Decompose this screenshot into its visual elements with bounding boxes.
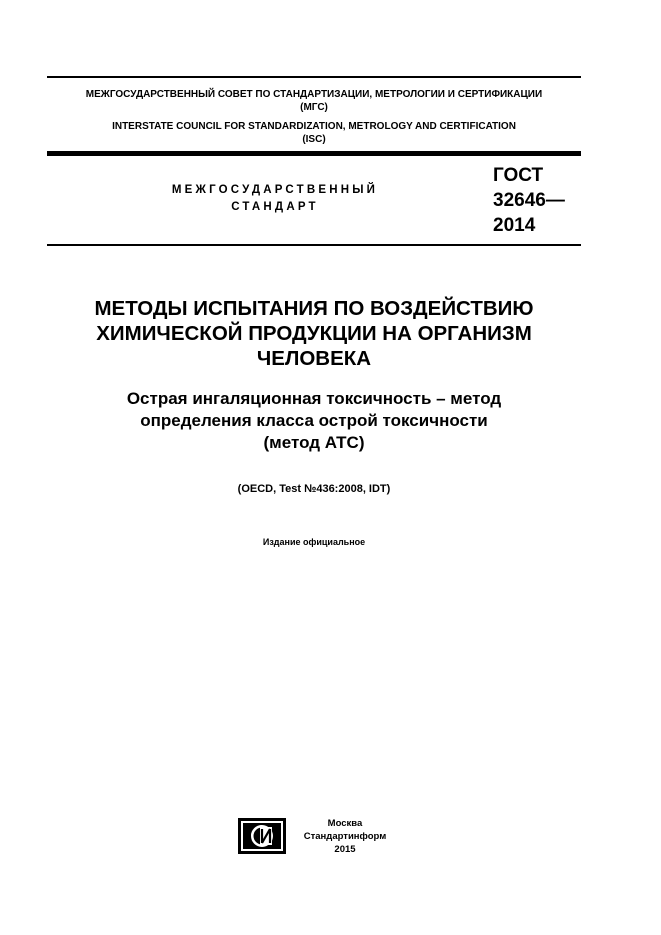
standard-type bbox=[130, 182, 420, 216]
imprint-city: Москва bbox=[327, 818, 363, 829]
header-rule bbox=[47, 151, 581, 156]
council-ru bbox=[47, 88, 581, 114]
document-subtitle bbox=[47, 388, 581, 454]
standard-rule bbox=[47, 244, 581, 246]
designation-line-1: ГОСТ bbox=[493, 165, 544, 186]
council-ru-abbr: (МГС) bbox=[300, 102, 328, 113]
subtitle-line-1: Острая ингаляционная токсичность – метод bbox=[126, 389, 502, 408]
title-line-3: ЧЕЛОВЕКА bbox=[256, 347, 372, 370]
council-en-name: INTERSTATE COUNCIL FOR STANDARDIZATION, METROLOGY AND CERTIFICATION bbox=[112, 121, 516, 132]
standard-type-line-1: МЕЖГОСУДАРСТВЕННЫЙ bbox=[171, 184, 379, 196]
publisher-imprint bbox=[290, 817, 400, 856]
document-title bbox=[47, 296, 581, 371]
top-rule bbox=[47, 76, 581, 78]
designation-line-3: 2014 bbox=[493, 215, 536, 236]
standartinform-logo-icon bbox=[238, 818, 286, 854]
subtitle-line-2: определения класса острой токсичности bbox=[140, 411, 488, 430]
council-en-abbr: (ISC) bbox=[302, 134, 326, 145]
oecd-reference: (OECD, Test №436:2008, IDT) bbox=[237, 483, 391, 495]
council-ru-name: МЕЖГОСУДАРСТВЕННЫЙ СОВЕТ ПО СТАНДАРТИЗАЦИИ, МЕТРОЛОГИИ И СЕРТИФИКАЦИИ bbox=[85, 89, 543, 100]
subtitle-line-3: (метод АТС) bbox=[263, 433, 365, 452]
designation-line-2: 32646— bbox=[493, 190, 565, 211]
standard-type-line-2: СТАНДАРТ bbox=[231, 201, 319, 213]
title-line-1: МЕТОДЫ ИСПЫТАНИЯ ПО ВОЗДЕЙСТВИЮ bbox=[94, 297, 534, 320]
edition-note: Издание официальное bbox=[262, 537, 366, 547]
imprint-year: 2015 bbox=[334, 844, 356, 855]
imprint-publisher: Стандартинформ bbox=[303, 831, 387, 842]
standard-designation bbox=[493, 163, 593, 238]
council-en bbox=[47, 120, 581, 146]
title-line-2: ХИМИЧЕСКОЙ ПРОДУКЦИИ НА ОРГАНИЗМ bbox=[96, 322, 532, 345]
